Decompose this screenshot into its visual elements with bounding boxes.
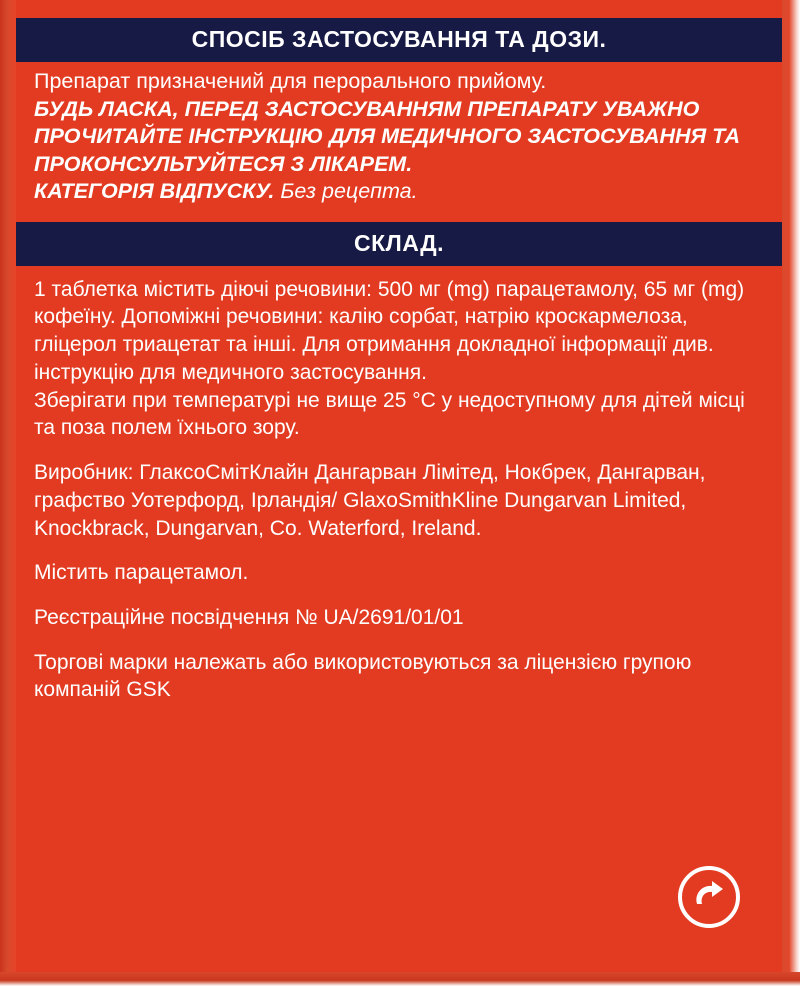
usage-notice: БУДЬ ЛАСКА, ПЕРЕД ЗАСТОСУВАННЯМ ПРЕПАРАТУ УВАЖНО ПРОЧИТАЙТЕ ІНСТРУКЦІЮ ДЛЯ МЕДИЧНОГО ЗАСТОСУВАННЯ ТА ПРОКОНСУЛЬТУЙТЕСЯ З ЛІКАРЕМ. xyxy=(34,96,741,176)
usage-body xyxy=(16,62,782,206)
usage-heading: СПОСІБ ЗАСТОСУВАННЯ ТА ДОЗИ. xyxy=(16,18,782,62)
registration-text: Реєстраційне посвідчення № UA/2691/01/01 xyxy=(34,605,464,629)
storage-text: Зберігати при температурі не вище 25 °С у недоступному для дітей місці та поза полем їхнього зору. xyxy=(34,388,745,440)
spacer xyxy=(34,442,764,459)
composition-text: 1 таблетка містить діючі речовини: 500 мг (mg) парацетамолу, 65 мг (mg) кофеїну. Допоміжні речовини: калію сорбат, натрію кроскармелоза, гліцерол триацетат та інші. Для отримання докладної інформації див. інструкцію для медичного застосування. xyxy=(34,277,745,384)
usage-line-oral: Препарат призначений для перорального прийому. xyxy=(34,69,547,93)
trademarks-text: Торгові марки належать або використовуються за ліцензією групою компаній GSK xyxy=(34,650,692,702)
composition-heading: СКЛАД. xyxy=(16,222,782,266)
recycling-arrow-icon xyxy=(678,866,740,928)
dispensing-category-value: Без рецепта. xyxy=(280,178,418,203)
composition-body xyxy=(16,266,782,704)
contains-text: Містить парацетамол. xyxy=(34,561,249,585)
spacer xyxy=(34,632,764,649)
manufacturer-text: Виробник: ГлаксоСмітКлайн Дангарван Лімітед, Нокбрек, Дангарван, графство Уотерфорд, Ірландія/ GlaxoSmithKline Dungarvan Limited, Knockbrack, Dungarvan, Co. Waterford, Ireland. xyxy=(34,461,706,540)
spacer xyxy=(34,542,764,559)
carton-left-edge xyxy=(0,0,16,986)
carton-right-edge xyxy=(782,0,800,986)
panel-content xyxy=(16,0,782,986)
dispensing-category-label: КАТЕГОРІЯ ВІДПУСКУ. xyxy=(34,178,275,203)
dispensing-category xyxy=(34,178,764,206)
spacer xyxy=(34,587,764,604)
